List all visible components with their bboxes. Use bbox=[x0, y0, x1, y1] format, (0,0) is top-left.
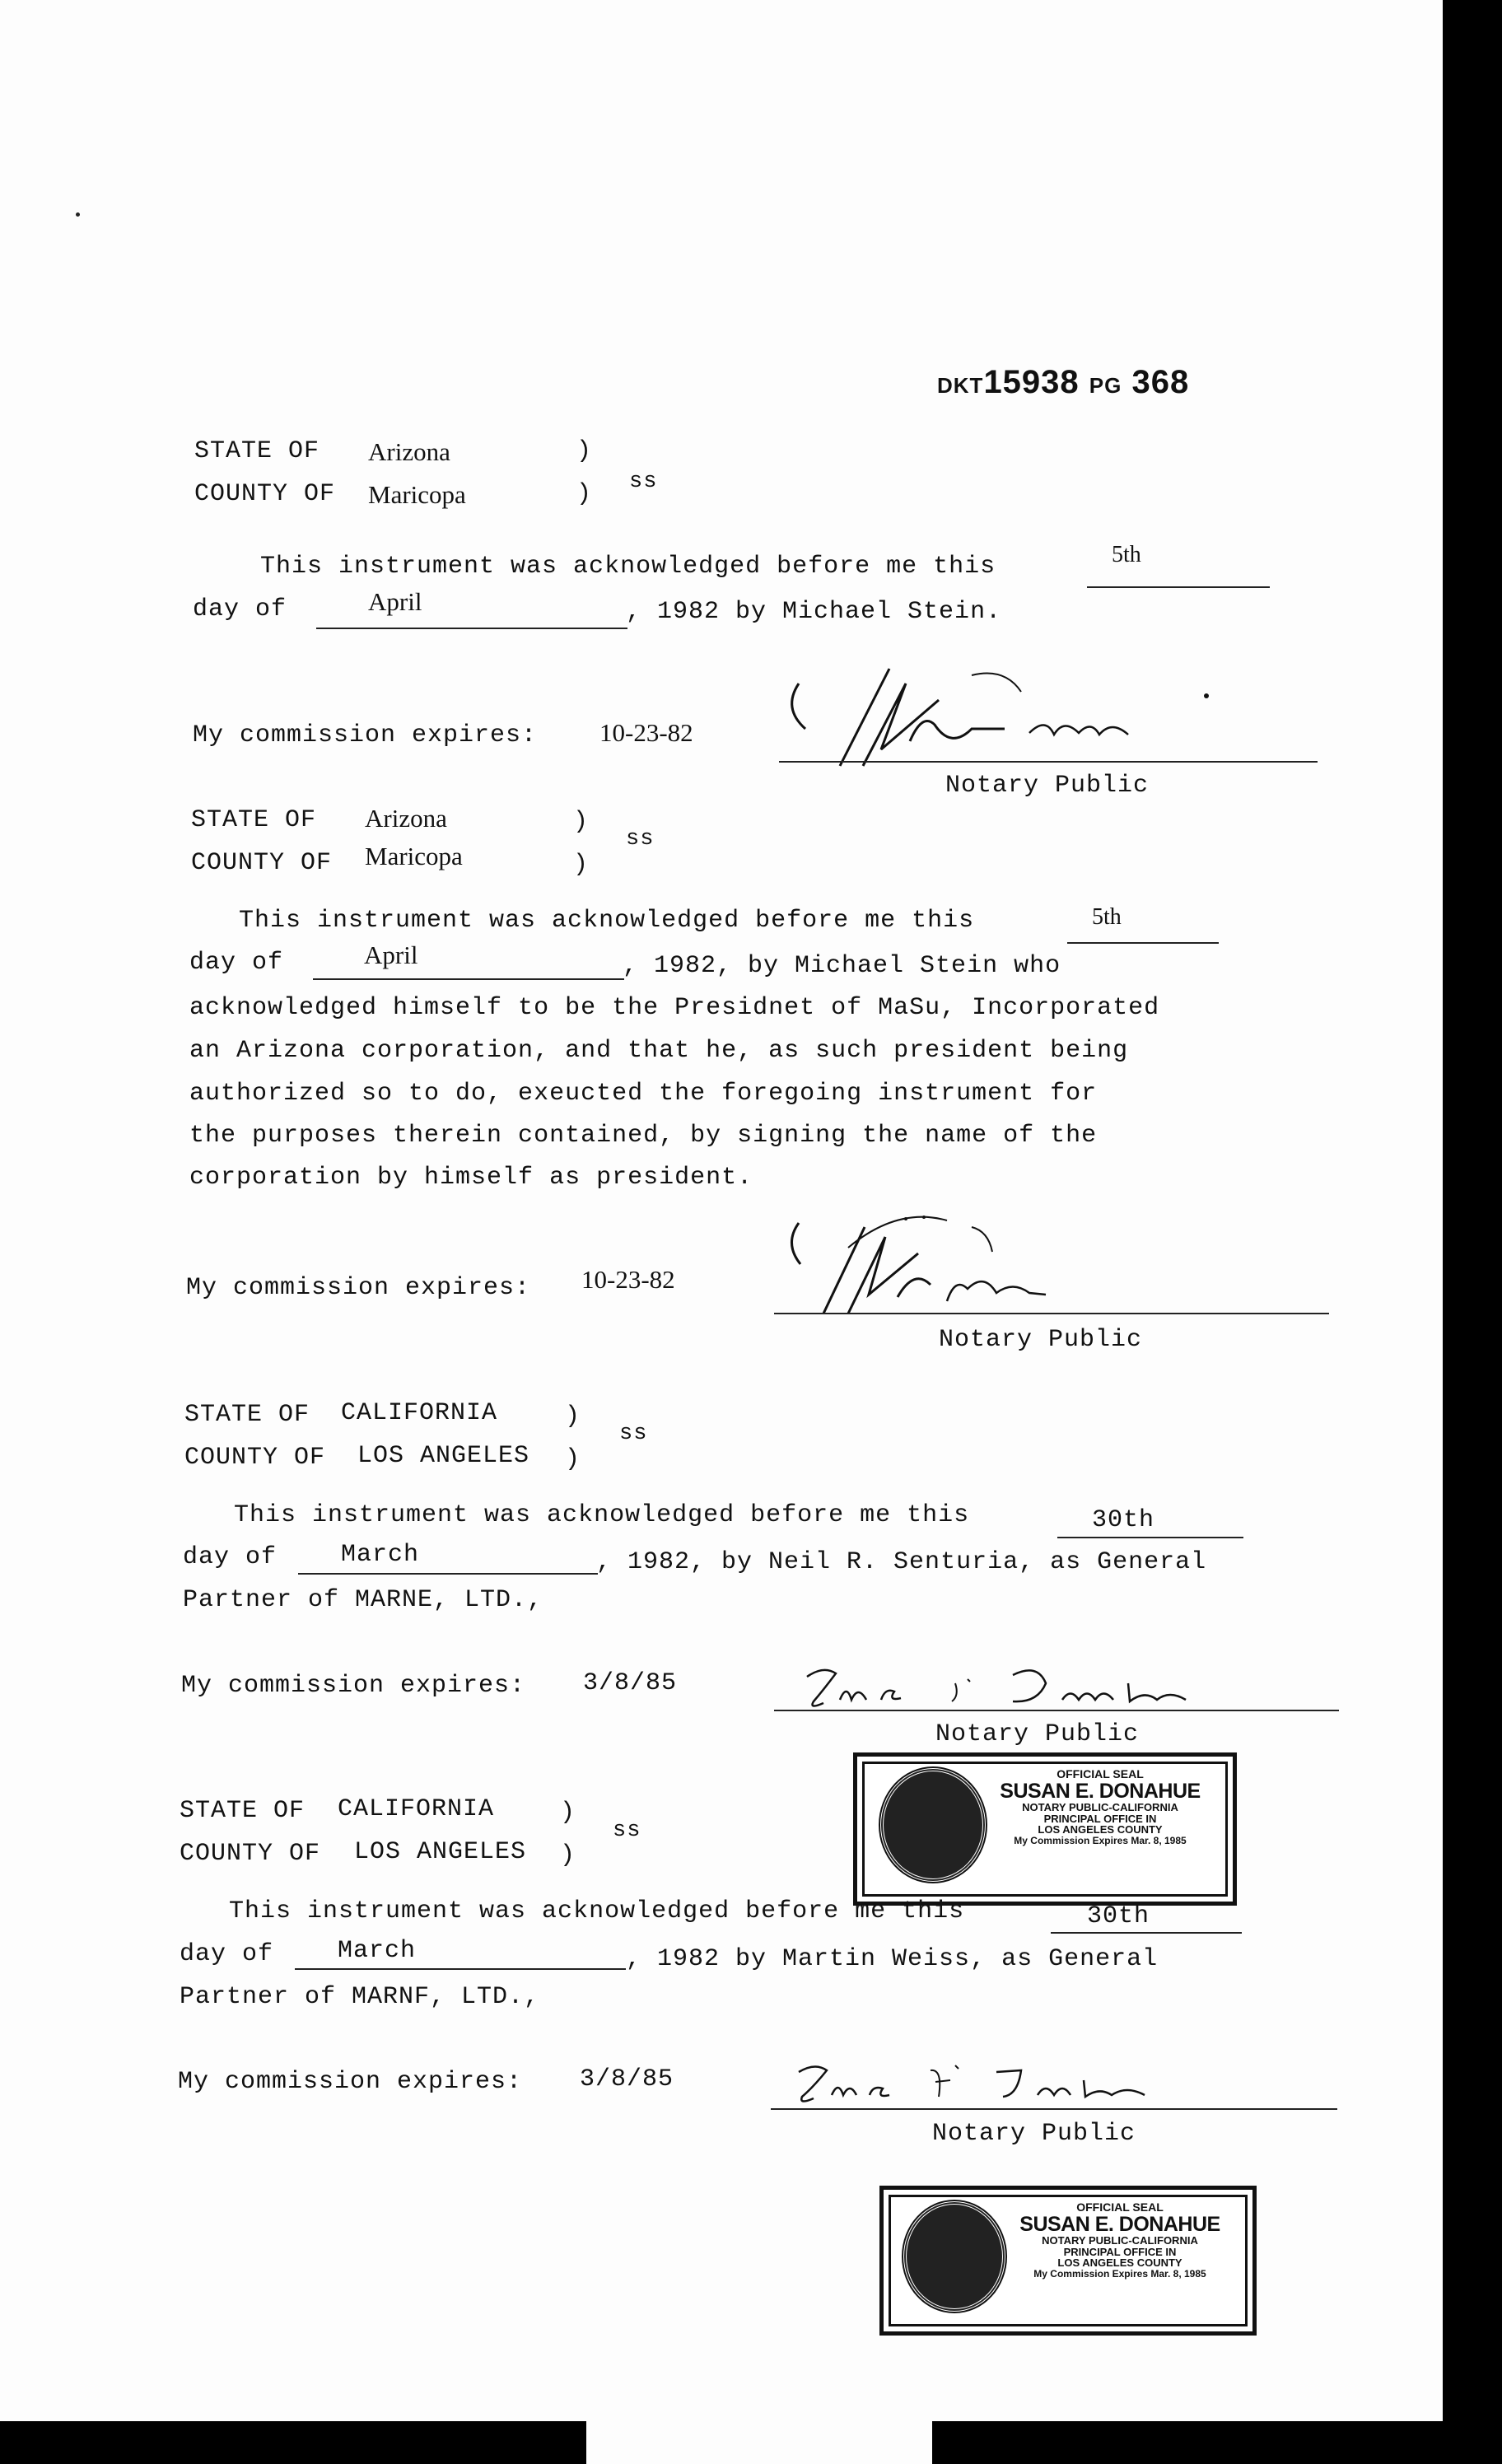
month-blank bbox=[295, 1968, 626, 1970]
seal-title: OFFICIAL SEAL bbox=[1057, 1767, 1144, 1780]
signature-line bbox=[779, 761, 1318, 763]
notary-signature bbox=[791, 1650, 1252, 1724]
seal-emblem-icon bbox=[880, 1768, 986, 1882]
day-of-label: day of bbox=[189, 949, 284, 977]
seal-line: My Commission Expires Mar. 8, 1985 bbox=[1033, 2267, 1206, 2280]
county-value: LOS ANGELES bbox=[354, 1838, 527, 1866]
day-blank bbox=[1087, 586, 1270, 588]
notary-signature bbox=[766, 651, 1227, 791]
state-label: STATE OF bbox=[180, 1797, 306, 1825]
day-number: 30th bbox=[1092, 1506, 1155, 1534]
body-line: Partner of MARNE, LTD., bbox=[183, 1586, 543, 1614]
body-line: corporation by himself as president. bbox=[189, 1164, 753, 1192]
day-number: 30th bbox=[1087, 1902, 1150, 1930]
month-value: March bbox=[338, 1937, 417, 1965]
seal-emblem-icon bbox=[903, 2201, 1005, 2312]
month-blank bbox=[313, 978, 624, 980]
day-of-label: day of bbox=[180, 1940, 274, 1968]
commission-label: My commission expires: bbox=[178, 2068, 523, 2096]
body-line: Partner of MARNF, LTD., bbox=[180, 1983, 540, 2011]
state-value: CALIFORNIA bbox=[338, 1795, 495, 1823]
commission-date: 3/8/85 bbox=[580, 2065, 674, 2093]
state-value: Arizona bbox=[368, 437, 450, 466]
ss-mark: ss bbox=[629, 469, 658, 494]
day-number: 5th bbox=[1092, 904, 1122, 930]
county-label: COUNTY OF bbox=[180, 1840, 321, 1868]
day-of-label: day of bbox=[193, 595, 287, 623]
county-label: COUNTY OF bbox=[194, 480, 336, 508]
ss-mark: ss bbox=[613, 1818, 641, 1843]
book-page-reference bbox=[937, 364, 1189, 401]
seal-text bbox=[1001, 2201, 1239, 2279]
state-value: CALIFORNIA bbox=[341, 1399, 498, 1427]
seal-line: NOTARY PUBLIC-CALIFORNIA bbox=[1022, 1800, 1178, 1813]
notary-seal bbox=[879, 2186, 1257, 2336]
day-blank bbox=[1067, 942, 1219, 944]
seal-line: NOTARY PUBLIC-CALIFORNIA bbox=[1042, 2233, 1198, 2247]
brace: ) bbox=[560, 1799, 576, 1827]
signature-line bbox=[771, 2108, 1337, 2110]
ack-continuation: , 1982, by Michael Stein who bbox=[623, 952, 1061, 980]
ack-continuation: , 1982, by Neil R. Senturia, as General bbox=[596, 1548, 1207, 1576]
notary-label: Notary Public bbox=[932, 2120, 1136, 2148]
seal-line: My Commission Expires Mar. 8, 1985 bbox=[1014, 1834, 1187, 1846]
body-line: authorized so to do, exeucted the foregoing instrument for bbox=[189, 1080, 1098, 1108]
page-tab-edge bbox=[586, 2421, 932, 2464]
brace: ) bbox=[560, 1841, 576, 1869]
notary-signature bbox=[766, 1202, 1194, 1342]
brace: ) bbox=[576, 437, 593, 465]
state-label: STATE OF bbox=[184, 1401, 310, 1429]
body-line: the purposes therein contained, by signing the name of the bbox=[189, 1122, 1098, 1150]
page-number: 368 bbox=[1131, 364, 1190, 400]
commission-date: 10-23-82 bbox=[599, 718, 693, 747]
month-blank bbox=[298, 1573, 598, 1575]
scan-speck bbox=[76, 212, 80, 217]
commission-label: My commission expires: bbox=[181, 1672, 526, 1700]
commission-label: My commission expires: bbox=[193, 721, 538, 749]
state-value: Arizona bbox=[365, 804, 447, 833]
notary-signature bbox=[774, 2054, 1235, 2112]
brace: ) bbox=[573, 851, 590, 879]
month-value: March bbox=[341, 1541, 420, 1569]
ack-text: This instrument was acknowledged before me this bbox=[239, 907, 975, 935]
body-line: acknowledged himself to be the Presidnet of MaSu, Incorporated bbox=[189, 994, 1160, 1022]
month-blank bbox=[316, 628, 627, 629]
signature-line bbox=[774, 1710, 1339, 1711]
ack-continuation: , 1982 by Martin Weiss, as General bbox=[626, 1945, 1159, 1973]
ack-text: This instrument was acknowledged before me this bbox=[229, 1897, 965, 1925]
ack-text: This instrument was acknowledged before me this bbox=[234, 1501, 970, 1529]
signature-line bbox=[774, 1313, 1329, 1314]
seal-text bbox=[981, 1768, 1220, 1846]
month-value: April bbox=[364, 940, 418, 969]
seal-name: SUSAN E. DONAHUE bbox=[1000, 1779, 1201, 1803]
commission-date: 3/8/85 bbox=[583, 1669, 678, 1697]
notary-label: Notary Public bbox=[935, 1720, 1140, 1748]
seal-line: LOS ANGELES COUNTY bbox=[1057, 2256, 1182, 2270]
seal-title: OFFICIAL SEAL bbox=[1076, 2200, 1164, 2214]
brace: ) bbox=[576, 480, 593, 508]
ss-mark: ss bbox=[619, 1421, 648, 1446]
ss-mark: ss bbox=[626, 827, 655, 852]
brace: ) bbox=[573, 808, 590, 836]
county-value: Maricopa bbox=[368, 480, 466, 509]
brace: ) bbox=[565, 1445, 581, 1473]
day-number: 5th bbox=[1112, 542, 1141, 567]
seal-line: PRINCIPAL OFFICE IN bbox=[1043, 1812, 1157, 1825]
county-value: Maricopa bbox=[365, 842, 463, 870]
body-line: an Arizona corporation, and that he, as such president being bbox=[189, 1037, 1129, 1065]
county-value: LOS ANGELES bbox=[357, 1442, 530, 1470]
state-label: STATE OF bbox=[194, 437, 320, 465]
commission-label: My commission expires: bbox=[186, 1274, 531, 1302]
notary-label: Notary Public bbox=[945, 772, 1150, 800]
county-label: COUNTY OF bbox=[191, 849, 333, 877]
county-label: COUNTY OF bbox=[184, 1444, 326, 1472]
seal-line: LOS ANGELES COUNTY bbox=[1038, 1823, 1163, 1836]
commission-date: 10-23-82 bbox=[581, 1265, 675, 1294]
ack-text: This instrument was acknowledged before me this bbox=[260, 553, 996, 581]
brace: ) bbox=[565, 1402, 581, 1430]
day-blank bbox=[1051, 1932, 1242, 1934]
day-of-label: day of bbox=[183, 1543, 278, 1571]
page-prefix: PG bbox=[1089, 373, 1122, 398]
ack-continuation: , 1982 by Michael Stein. bbox=[626, 598, 1002, 626]
notary-seal bbox=[853, 1752, 1237, 1906]
notary-label: Notary Public bbox=[939, 1326, 1143, 1354]
month-value: April bbox=[368, 587, 422, 616]
book-prefix: DKT bbox=[937, 373, 984, 398]
seal-line: PRINCIPAL OFFICE IN bbox=[1063, 2245, 1177, 2258]
day-blank bbox=[1057, 1537, 1243, 1538]
seal-name: SUSAN E. DONAHUE bbox=[1019, 2212, 1220, 2236]
book-number: 15938 bbox=[983, 364, 1080, 400]
state-label: STATE OF bbox=[191, 806, 317, 834]
